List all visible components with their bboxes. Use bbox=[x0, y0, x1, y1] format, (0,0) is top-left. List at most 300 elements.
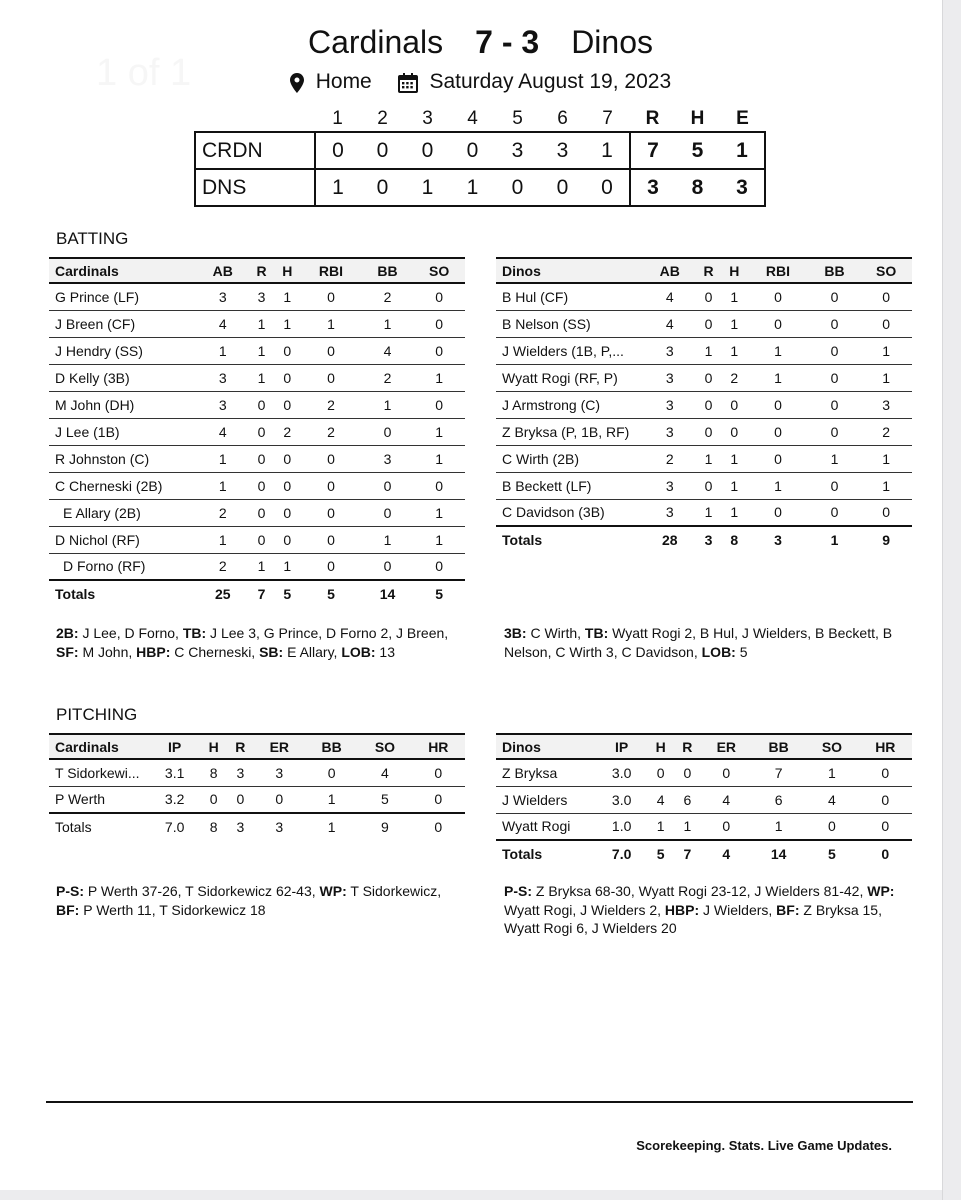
stat-cell: 1 bbox=[274, 310, 300, 337]
stat-cell: 0 bbox=[274, 445, 300, 472]
stat-cell: 3 bbox=[249, 283, 275, 310]
inning-score: 1 bbox=[421, 175, 434, 199]
column-header: HR bbox=[428, 738, 449, 755]
total-cell: 8 bbox=[200, 813, 227, 840]
stat-cell: 4 bbox=[197, 310, 249, 337]
stat-cell: 0 bbox=[809, 364, 861, 391]
player-row bbox=[49, 445, 465, 472]
stat-cell: 1 bbox=[747, 472, 809, 499]
total-cell: 5 bbox=[274, 580, 300, 607]
footer-tagline: Scorekeeping. Stats. Live Game Updates. bbox=[636, 1138, 892, 1153]
team-header: Cardinals bbox=[55, 738, 119, 755]
player-name: J Hendry (SS) bbox=[49, 337, 197, 364]
note-value: J Lee 3, G Prince, D Forno 2, J Breen, bbox=[206, 625, 449, 641]
player-name: Wyatt Rogi bbox=[502, 818, 571, 835]
note-key: TB: bbox=[584, 625, 609, 641]
stat-cell: 1 bbox=[860, 472, 912, 499]
player-row bbox=[496, 391, 912, 418]
player-row bbox=[496, 283, 912, 310]
stat-cell: 4 bbox=[358, 759, 411, 786]
note-value: J Wielders, bbox=[699, 901, 777, 918]
stat-cell: 0 bbox=[696, 364, 722, 391]
inning-score: 0 bbox=[376, 138, 389, 162]
stat-cell: 1 bbox=[197, 445, 249, 472]
stat-cell: 1 bbox=[696, 337, 722, 364]
stat-cell: 0 bbox=[249, 445, 275, 472]
stat-cell: 0 bbox=[275, 791, 284, 808]
pitching-notes-away bbox=[504, 882, 904, 938]
stat-cell: 1 bbox=[257, 558, 266, 575]
hits-total: 8 bbox=[691, 175, 704, 199]
stat-cell: 3.2 bbox=[164, 791, 185, 808]
note-value: Wyatt Rogi, J Wielders 2, bbox=[504, 901, 665, 918]
total-cell: 25 bbox=[197, 580, 249, 607]
inning-score: 3 bbox=[511, 138, 524, 162]
column-header: H bbox=[208, 738, 219, 755]
stat-cell: 0 bbox=[860, 310, 912, 337]
stat-cell: 0 bbox=[809, 418, 861, 445]
player-name: D Forno (RF) bbox=[63, 558, 146, 575]
calendar-icon bbox=[398, 70, 418, 94]
stat-cell: 1 bbox=[860, 337, 912, 364]
stat-cell: 1 bbox=[249, 337, 275, 364]
note-value: 5 bbox=[735, 643, 748, 660]
column-header: BB bbox=[824, 262, 845, 279]
stat-cell: 2 bbox=[860, 418, 912, 445]
total-cell: 3 bbox=[227, 813, 254, 840]
stat-cell: 1 bbox=[809, 445, 861, 472]
player-row bbox=[49, 310, 465, 337]
note-key: SB: bbox=[259, 643, 284, 660]
stat-cell: 3 bbox=[197, 391, 249, 418]
player-row bbox=[49, 472, 465, 499]
stat-cell: 2 bbox=[300, 418, 362, 445]
stat-cell: 1 bbox=[413, 499, 465, 526]
total-cell: 9 bbox=[860, 526, 912, 553]
stat-cell: 2 bbox=[362, 364, 414, 391]
stat-cell: 0 bbox=[809, 391, 861, 418]
batting-table-away bbox=[496, 257, 912, 553]
totals-label: Totals bbox=[49, 580, 197, 607]
player-name: B Nelson (SS) bbox=[496, 310, 644, 337]
column-header: RBI bbox=[765, 262, 791, 279]
stat-cell: 4 bbox=[805, 786, 858, 813]
column-header: R bbox=[235, 738, 246, 755]
stat-cell: 0 bbox=[434, 791, 443, 808]
stat-cell: 0 bbox=[362, 499, 414, 526]
inning-header: 1 bbox=[332, 107, 343, 129]
player-name: M John (DH) bbox=[49, 391, 197, 418]
note-value: 13 bbox=[375, 643, 395, 660]
stat-cell: 0 bbox=[249, 391, 275, 418]
stat-cell: 0 bbox=[413, 310, 465, 337]
stat-cell: 1 bbox=[197, 337, 249, 364]
totals-row bbox=[496, 840, 912, 867]
column-header: R bbox=[256, 262, 267, 279]
stat-cell: 1 bbox=[696, 445, 722, 472]
total-cell: 0 bbox=[412, 813, 465, 840]
stat-cell: 0 bbox=[236, 791, 245, 808]
note-value: E Allary, bbox=[283, 643, 342, 660]
stat-cell: 1 bbox=[249, 364, 275, 391]
note-key: P-S: bbox=[504, 883, 532, 899]
player-row bbox=[49, 391, 465, 418]
note-key: TB: bbox=[182, 625, 207, 641]
home-team-name: Cardinals bbox=[307, 24, 444, 60]
note-key: WP: bbox=[319, 883, 347, 899]
note-value: T Sidorkewicz, bbox=[346, 883, 442, 899]
stat-cell: 1 bbox=[197, 472, 249, 499]
stat-cell: 0 bbox=[696, 283, 722, 310]
stat-cell: 1 bbox=[721, 472, 747, 499]
column-header: R bbox=[682, 738, 693, 755]
note-value: P Werth 37-26, T Sidorkewicz 62-43, bbox=[84, 883, 320, 899]
stat-cell: 1 bbox=[721, 445, 747, 472]
inning-score: 0 bbox=[421, 138, 434, 162]
page-edge bbox=[942, 0, 961, 1200]
stat-cell: 4 bbox=[362, 337, 414, 364]
stat-cell: 1 bbox=[860, 364, 912, 391]
stat-cell: 0 bbox=[881, 818, 890, 835]
totals-label: Totals bbox=[496, 526, 644, 553]
inning-header: 7 bbox=[602, 107, 613, 129]
player-name: G Prince (LF) bbox=[49, 283, 197, 310]
stat-cell: 0 bbox=[809, 337, 861, 364]
column-header: HR bbox=[875, 738, 896, 755]
pitching-table-away bbox=[496, 733, 912, 867]
stat-cell: 0 bbox=[274, 364, 300, 391]
inning-score: 0 bbox=[556, 175, 569, 199]
batting-notes-home bbox=[56, 624, 456, 661]
stat-cell: 1 bbox=[327, 791, 336, 808]
inning-score: 0 bbox=[585, 169, 630, 206]
stat-cell: 1 bbox=[704, 504, 713, 521]
player-name: J Breen (CF) bbox=[49, 310, 197, 337]
player-row bbox=[49, 759, 465, 786]
stat-cell: 2 bbox=[721, 364, 747, 391]
player-row bbox=[496, 445, 912, 472]
note-value: Wyatt Rogi 2, B Hul, J Wielders, B Beckett, B Nelson, C Wirth 3, C Davidson, bbox=[504, 625, 893, 660]
errors-header: E bbox=[736, 107, 749, 129]
stat-cell: 3 bbox=[197, 364, 249, 391]
column-header: R bbox=[703, 262, 714, 279]
player-row bbox=[496, 813, 912, 840]
note-key: LOB: bbox=[341, 643, 376, 660]
player-name: E Allary (2B) bbox=[49, 499, 197, 526]
stat-cell: 4 bbox=[644, 310, 696, 337]
note-key: SF: bbox=[56, 643, 79, 660]
totals-row bbox=[49, 813, 465, 840]
stat-cell: 0 bbox=[696, 418, 722, 445]
stat-cell: 1 bbox=[747, 337, 809, 364]
stat-cell: 3 bbox=[227, 759, 254, 786]
stat-cell: 0 bbox=[721, 391, 747, 418]
stat-cell: 0 bbox=[300, 445, 362, 472]
stat-cell: 0 bbox=[830, 504, 839, 521]
stat-cell: 0 bbox=[809, 310, 861, 337]
stat-cell: 1 bbox=[860, 445, 912, 472]
player-row bbox=[496, 310, 912, 337]
stat-cell: 0 bbox=[274, 472, 300, 499]
player-row bbox=[49, 364, 465, 391]
note-key: HBP: bbox=[136, 643, 171, 660]
stat-cell: 0 bbox=[412, 759, 465, 786]
stat-cell: 0 bbox=[362, 472, 414, 499]
stat-cell: 1 bbox=[413, 445, 465, 472]
stat-cell: 1 bbox=[362, 526, 414, 553]
stat-cell: 1 bbox=[721, 337, 747, 364]
player-row bbox=[49, 526, 465, 553]
stat-cell: 0 bbox=[774, 504, 782, 521]
stat-cell: 1 bbox=[362, 391, 414, 418]
player-name: D Kelly (3B) bbox=[49, 364, 197, 391]
stat-cell: 4 bbox=[701, 786, 752, 813]
total-cell: 14 bbox=[362, 580, 414, 607]
player-name: J Lee (1B) bbox=[49, 418, 197, 445]
note-key: 2B: bbox=[56, 625, 79, 641]
inning-header: 6 bbox=[557, 107, 568, 129]
pitching-notes-home bbox=[56, 882, 456, 919]
linescore-team: DNS bbox=[195, 169, 315, 206]
batting-section-label: BATTING bbox=[56, 229, 129, 248]
stat-cell: 5 bbox=[381, 791, 389, 808]
totals-label: Totals bbox=[49, 813, 149, 840]
note-key: HBP: bbox=[664, 901, 700, 918]
player-name: B Beckett (LF) bbox=[496, 472, 644, 499]
column-header: H bbox=[729, 262, 740, 279]
column-header: ER bbox=[716, 738, 737, 755]
player-name: R Johnston (C) bbox=[49, 445, 197, 472]
stat-cell: 3 bbox=[644, 391, 696, 418]
column-header: H bbox=[282, 262, 293, 279]
stat-cell: 0 bbox=[747, 418, 809, 445]
stat-cell: 1 bbox=[747, 364, 809, 391]
stat-cell: 0 bbox=[747, 283, 809, 310]
stat-cell: 1 bbox=[730, 504, 739, 521]
note-value: J Lee, D Forno, bbox=[78, 625, 183, 641]
stat-cell: 0 bbox=[300, 283, 362, 310]
linescore-team: CRDN bbox=[195, 132, 315, 169]
stat-cell: 1 bbox=[274, 283, 300, 310]
away-team-name: Dinos bbox=[571, 24, 653, 60]
player-name: J Wielders (1B, P,... bbox=[496, 337, 644, 364]
stat-cell: 0 bbox=[249, 418, 275, 445]
note-key: P-S: bbox=[56, 883, 84, 899]
column-header: BB bbox=[768, 738, 789, 755]
stat-cell: 1 bbox=[413, 364, 465, 391]
stat-cell: 2 bbox=[362, 283, 414, 310]
player-row bbox=[496, 786, 912, 813]
inning-score: 1 bbox=[585, 132, 630, 169]
stat-cell: 2 bbox=[218, 558, 227, 575]
stat-cell: 0 bbox=[747, 445, 809, 472]
stat-cell: 0 bbox=[413, 283, 465, 310]
player-row bbox=[496, 364, 912, 391]
game-title bbox=[0, 24, 961, 61]
game-location: Home bbox=[315, 70, 372, 94]
column-header: SO bbox=[374, 738, 396, 755]
stat-cell: 0 bbox=[859, 786, 912, 813]
inning-header: 3 bbox=[422, 107, 433, 129]
player-name: C Wirth (2B) bbox=[496, 445, 644, 472]
team-header: Dinos bbox=[502, 262, 541, 279]
batting-table-home bbox=[49, 257, 465, 607]
stat-cell: 0 bbox=[747, 310, 809, 337]
stat-cell: 0 bbox=[300, 499, 362, 526]
total-cell: 3 bbox=[254, 813, 305, 840]
stat-cell: 0 bbox=[300, 364, 362, 391]
stat-cell: 3 bbox=[644, 472, 696, 499]
total-cell: 0 bbox=[859, 840, 912, 867]
stat-cell: 0 bbox=[860, 283, 912, 310]
total-cell: 4 bbox=[701, 840, 752, 867]
stat-cell: 4 bbox=[197, 418, 249, 445]
total-cell: 28 bbox=[644, 526, 696, 553]
column-header: ER bbox=[269, 738, 290, 755]
note-value: M John, bbox=[78, 643, 137, 660]
stat-cell: 3 bbox=[362, 445, 414, 472]
column-header: SO bbox=[876, 262, 897, 279]
column-header: IP bbox=[615, 738, 629, 755]
stat-cell: 2 bbox=[300, 391, 362, 418]
game-date: Saturday August 19, 2023 bbox=[429, 70, 672, 94]
total-cell: 1 bbox=[809, 526, 861, 553]
errors-total: 3 bbox=[720, 169, 765, 206]
column-header: IP bbox=[168, 738, 182, 755]
inning-score: 1 bbox=[332, 175, 344, 199]
total-cell: 5 bbox=[805, 840, 858, 867]
note-key: BF: bbox=[56, 901, 80, 918]
final-score: 7 - 3 bbox=[475, 24, 540, 60]
player-row bbox=[496, 472, 912, 499]
stat-cell: 6 bbox=[752, 786, 805, 813]
stat-cell: 0 bbox=[722, 818, 731, 835]
player-row bbox=[496, 418, 912, 445]
stat-cell: 0 bbox=[674, 759, 701, 786]
stat-cell: 0 bbox=[809, 283, 861, 310]
stat-cell: 0 bbox=[249, 526, 275, 553]
stat-cell: 1 bbox=[197, 526, 249, 553]
total-cell: 5 bbox=[300, 580, 362, 607]
total-cell: 7.0 bbox=[596, 840, 647, 867]
note-key: WP: bbox=[867, 883, 895, 899]
stat-cell: 0 bbox=[274, 526, 300, 553]
stat-cell: 0 bbox=[696, 391, 722, 418]
stat-cell: 0 bbox=[300, 337, 362, 364]
inning-score: 3 bbox=[556, 138, 569, 162]
inning-score: 1 bbox=[466, 175, 479, 199]
inning-score: 0 bbox=[466, 138, 479, 162]
player-name: C Davidson (3B) bbox=[502, 504, 605, 521]
stat-cell: 3 bbox=[860, 391, 912, 418]
stat-cell: 1 bbox=[774, 818, 783, 835]
stat-cell: 0 bbox=[274, 391, 300, 418]
totals-row bbox=[49, 580, 465, 607]
totals-row bbox=[496, 526, 912, 553]
note-value: C Cherneski, bbox=[170, 643, 260, 660]
stat-cell: 3 bbox=[665, 504, 674, 521]
column-header: BB bbox=[377, 262, 398, 279]
inning-score: 0 bbox=[376, 175, 389, 199]
column-header: SO bbox=[429, 262, 450, 279]
stat-cell: 1 bbox=[283, 558, 292, 575]
linescore-table bbox=[194, 106, 766, 207]
pitching-table-home bbox=[49, 733, 465, 840]
stat-cell: 1 bbox=[683, 818, 692, 835]
stat-cell: 0 bbox=[696, 472, 722, 499]
player-name: C Cherneski (2B) bbox=[49, 472, 197, 499]
player-name: B Hul (CF) bbox=[496, 283, 644, 310]
stat-cell: 1 bbox=[805, 759, 858, 786]
pitching-section-label: PITCHING bbox=[56, 705, 138, 724]
page-indicator: 1 of 1 bbox=[96, 52, 192, 94]
total-cell: 3 bbox=[747, 526, 809, 553]
stat-cell: 1 bbox=[249, 310, 275, 337]
player-name: Wyatt Rogi (RF, P) bbox=[496, 364, 644, 391]
game-info bbox=[0, 70, 961, 94]
total-cell: 8 bbox=[721, 526, 747, 553]
player-name: J Armstrong (C) bbox=[496, 391, 644, 418]
stat-cell: 4 bbox=[644, 283, 696, 310]
stat-cell: 0 bbox=[435, 558, 444, 575]
player-name: Z Bryksa (P, 1B, RF) bbox=[496, 418, 644, 445]
batting-notes-away bbox=[504, 624, 904, 661]
stat-cell: 0 bbox=[362, 418, 414, 445]
stat-cell: 0 bbox=[274, 337, 300, 364]
column-header: SO bbox=[821, 738, 843, 755]
player-row bbox=[49, 337, 465, 364]
stat-cell: 0 bbox=[249, 472, 275, 499]
stat-cell: 0 bbox=[859, 759, 912, 786]
stat-cell: 1 bbox=[721, 310, 747, 337]
note-value: Z Bryksa 68-30, Wyatt Rogi 23-12, J Wielders 81-42, bbox=[532, 883, 868, 899]
total-cell: 7 bbox=[674, 840, 701, 867]
stat-cell: 4 bbox=[647, 786, 674, 813]
player-row bbox=[496, 337, 912, 364]
errors-total: 1 bbox=[720, 132, 765, 169]
stat-cell: 3.0 bbox=[596, 786, 647, 813]
stat-cell: 0 bbox=[209, 791, 218, 808]
runs-total: 3 bbox=[647, 175, 659, 199]
column-header: BB bbox=[321, 738, 342, 755]
total-cell: 7 bbox=[249, 580, 275, 607]
total-cell: 9 bbox=[358, 813, 411, 840]
note-key: 3B: bbox=[504, 625, 527, 641]
stat-cell: 2 bbox=[274, 418, 300, 445]
stat-cell: 0 bbox=[274, 499, 300, 526]
note-key: LOB: bbox=[701, 643, 736, 660]
stat-cell: 3 bbox=[644, 364, 696, 391]
stat-cell: 0 bbox=[413, 391, 465, 418]
player-row bbox=[496, 499, 912, 526]
player-row bbox=[496, 759, 912, 786]
hits-header: H bbox=[690, 107, 705, 129]
stat-cell: 1 bbox=[362, 310, 414, 337]
player-row bbox=[49, 283, 465, 310]
map-pin-icon bbox=[290, 70, 304, 94]
inning-header: 2 bbox=[377, 107, 388, 129]
column-header: RBI bbox=[318, 262, 344, 279]
stat-cell: 1 bbox=[300, 310, 362, 337]
total-cell: 14 bbox=[752, 840, 805, 867]
stat-cell: 3.0 bbox=[596, 759, 647, 786]
stat-cell: 0 bbox=[300, 472, 362, 499]
stat-cell: 1 bbox=[413, 418, 465, 445]
stat-cell: 3 bbox=[644, 418, 696, 445]
note-value: Z Bryksa 15, Wyatt Rogi 6, J Wielders 20 bbox=[504, 901, 882, 936]
player-name: P Werth bbox=[55, 791, 106, 808]
column-header: AB bbox=[212, 262, 233, 279]
